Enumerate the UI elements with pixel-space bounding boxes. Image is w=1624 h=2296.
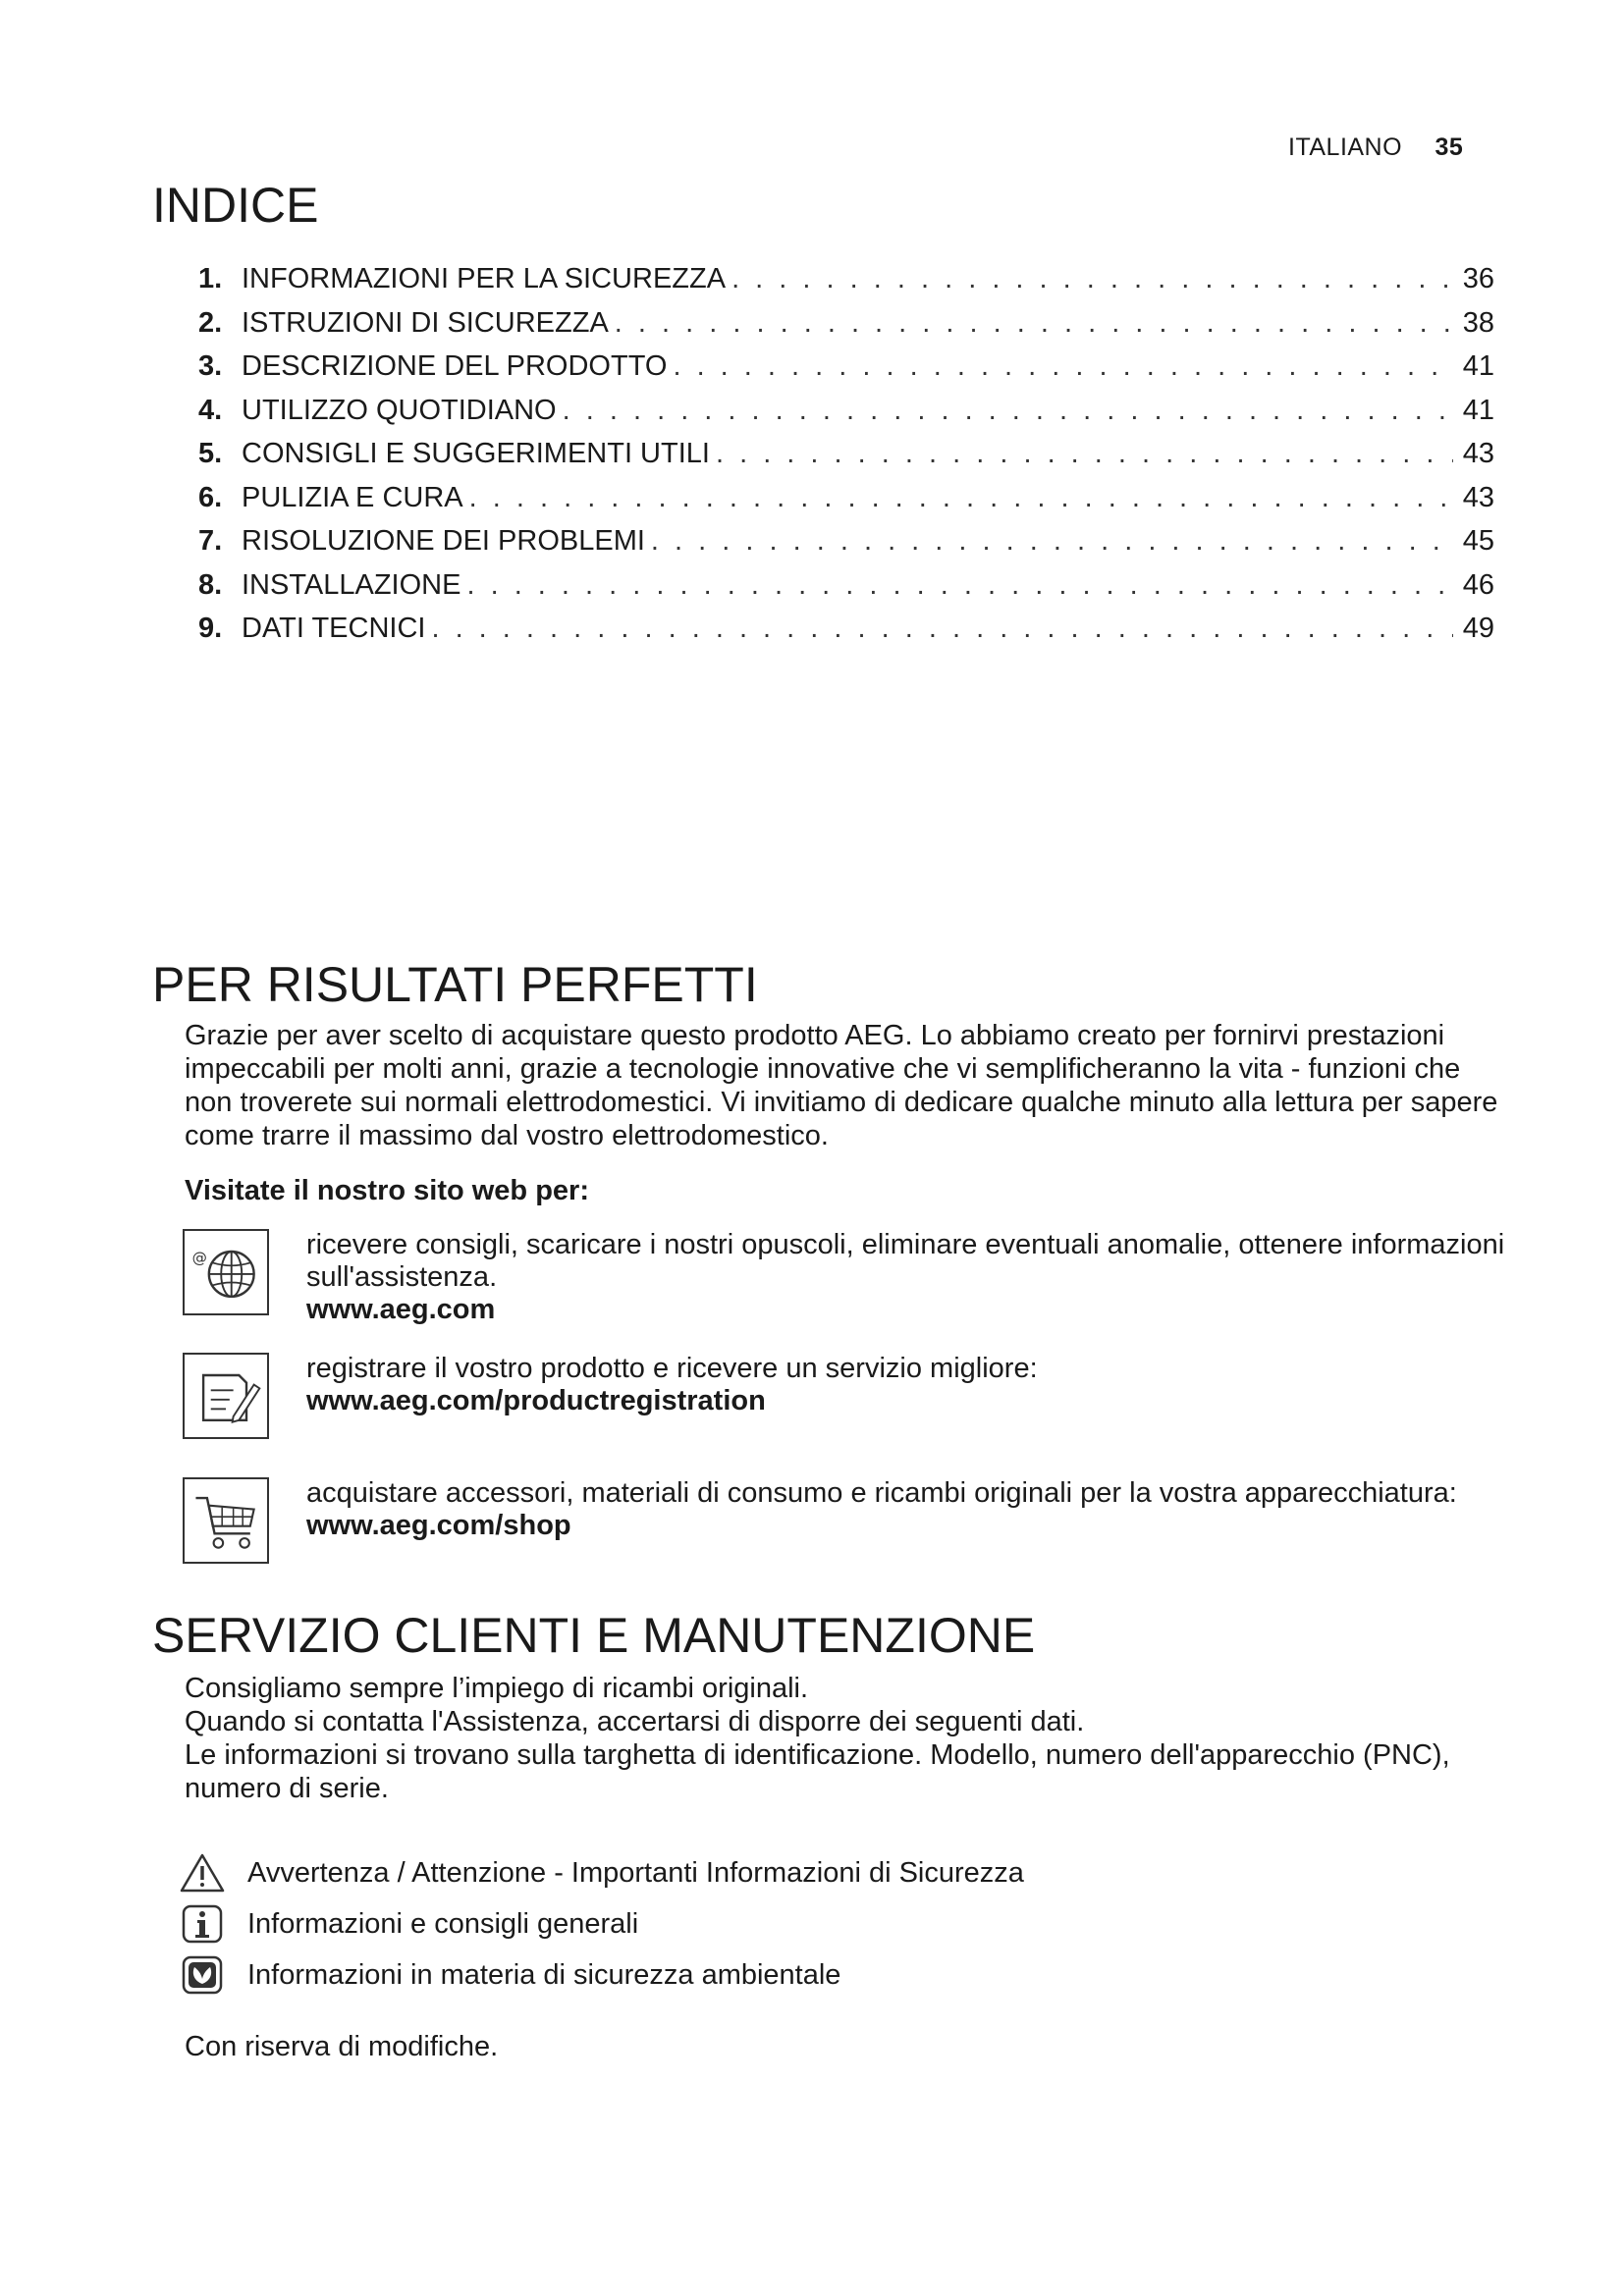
toc-leader-dots [673,350,1453,383]
toc-item-title: INSTALLAZIONE [242,568,461,601]
web-item-shop [183,1477,1508,1564]
info-icon [179,1902,226,1946]
language-label: ITALIANO [1288,133,1403,161]
website-link[interactable]: www.aeg.com [306,1294,496,1325]
toc-item-page: 43 [1462,438,1494,469]
footer-note: Con riserva di modifiche. [185,2031,499,2062]
legend-item-info [179,1898,1024,1949]
toc-item-number: 9. [198,613,223,644]
toc-item-title: UTILIZZO QUOTIDIANO [242,394,557,426]
product-registration-link[interactable]: www.aeg.com/productregistration [306,1385,766,1416]
web-item-description: ricevere consigli, scaricare i nostri opuscoli, eliminare eventuali anomalie, ottenere informazioni sull'assistenza. [306,1229,1505,1293]
visit-website-heading: Visitate il nostro sito web per: [185,1175,589,1206]
index-title: INDICE [152,178,319,233]
web-item-registration [183,1353,1508,1439]
web-item-support [183,1229,1508,1326]
service-title: SERVIZIO CLIENTI E MANUTENZIONE [152,1608,1036,1663]
toc-item-number: 6. [198,481,223,513]
legend-item-environment [179,1949,1024,2001]
toc-item[interactable] [198,350,1494,395]
toc-item-page: 43 [1462,481,1494,513]
toc-item-number: 2. [198,306,223,339]
toc-item-page: 41 [1462,350,1494,382]
toc-leader-dots [431,613,1453,645]
legend-text: Informazioni e consigli generali [247,1907,639,1940]
warning-icon [179,1851,226,1895]
toc-item-title: DESCRIZIONE DEL PRODOTTO [242,350,668,382]
toc-item-number: 8. [198,568,223,601]
toc-item[interactable] [198,307,1494,351]
symbol-legend [179,1847,1024,2001]
web-item-description: acquistare accessori, materiali di consumo e ricambi originali per la vostra apparecchiatura: [306,1477,1457,1509]
toc-item-number: 1. [198,263,223,294]
toc-item-title: INFORMAZIONI PER LA SICUREZZA [242,263,727,294]
toc-item-title: RISOLUZIONE DEI PROBLEMI [242,525,645,557]
environment-icon [179,1953,226,1997]
toc-item-title: DATI TECNICI [242,613,426,644]
perfect-results-title: PER RISULTATI PERFETTI [152,957,758,1012]
legend-item-warning [179,1847,1024,1898]
toc-item-page: 38 [1462,306,1494,339]
toc-item[interactable] [198,569,1494,614]
toc-item[interactable] [198,438,1494,482]
service-line: Quando si contatta l'Assistenza, accertarsi di disporre dei seguenti dati. [185,1706,1085,1737]
svg-text:@: @ [191,1249,207,1267]
shop-link[interactable]: www.aeg.com/shop [306,1510,571,1541]
toc-item-page: 49 [1462,613,1494,644]
service-line: Consigliamo sempre l’impiego di ricambi originali. [185,1673,809,1704]
toc-item[interactable] [198,263,1494,307]
toc-item[interactable] [198,395,1494,439]
legend-text: Avvertenza / Attenzione - Importanti Informazioni di Sicurezza [247,1856,1024,1889]
toc-leader-dots [731,263,1453,295]
toc-leader-dots [615,307,1453,340]
toc-leader-dots [651,525,1453,558]
toc-item-title: CONSIGLI E SUGGERIMENTI UTILI [242,438,710,469]
toc-item-page: 36 [1462,263,1494,294]
toc-item-number: 4. [198,394,223,426]
toc-leader-dots [469,482,1453,514]
shopping-cart-icon [183,1477,269,1564]
toc-item-page: 45 [1462,525,1494,557]
perfect-results-text: Grazie per aver scelto di acquistare questo prodotto AEG. Lo abbiamo creato per fornirvi prestazioni impeccabili per molti anni, grazie a tecnologie innovative che vi semplificheranno la vita - funzioni che non troverete sui normali elettrodomestici. Vi invitiamo di dedicare qualche minuto alla lettura per sapere come trarre il massimo dal vostro elettrodomestico. [185,1020,1498,1151]
toc-item-number: 7. [198,525,223,557]
service-text [185,1672,1500,1805]
globe-icon [183,1229,269,1315]
legend-text: Informazioni in materia di sicurezza ambientale [247,1958,841,1991]
toc-item-page: 46 [1462,568,1494,601]
page-header [1288,133,1463,162]
toc-item-title: PULIZIA E CURA [242,481,463,513]
table-of-contents [198,263,1494,657]
toc-leader-dots [716,438,1453,470]
service-line: Le informazioni si trovano sulla targhetta di identificazione. Modello, numero dell'apparecchio (PNC), numero di serie. [185,1739,1450,1804]
page-number: 35 [1435,133,1464,161]
registration-icon [183,1353,269,1439]
toc-item[interactable] [198,482,1494,526]
toc-item-number: 5. [198,438,223,469]
toc-item[interactable] [198,525,1494,569]
toc-item[interactable] [198,613,1494,657]
toc-item-page: 41 [1462,394,1494,426]
toc-leader-dots [466,569,1453,602]
toc-item-number: 3. [198,350,223,382]
web-item-description: registrare il vostro prodotto e ricevere un servizio migliore: [306,1353,1038,1384]
toc-item-title: ISTRUZIONI DI SICUREZZA [242,306,609,339]
toc-leader-dots [563,395,1453,427]
